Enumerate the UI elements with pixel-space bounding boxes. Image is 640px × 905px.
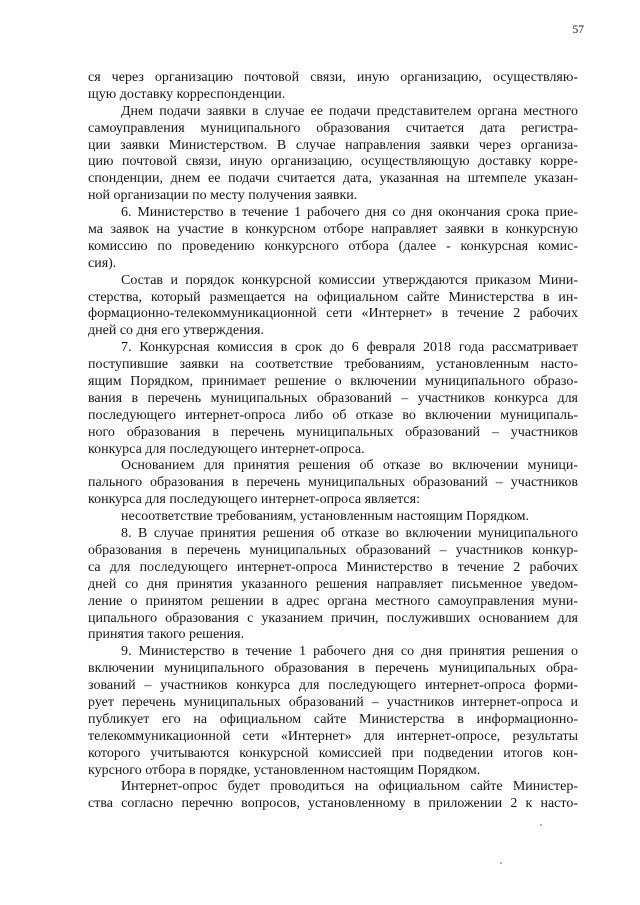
text-line: 9. Министерство в течение 1 рабочего дня со дня принятия решения о	[121, 644, 578, 660]
text-line: самоуправления муниципального образования считается дата регистра-	[88, 120, 578, 136]
text-line: телекоммуникационной сети «Интернет» для интернет-опросе, результаты	[88, 728, 578, 744]
text-line: са для последующего интернет-опроса Министерство в течение 2 рабочих	[88, 559, 578, 575]
paragraph	[88, 458, 578, 509]
text-line: цию почтовой связи, иную организацию, осуществляющую доставку корре-	[88, 154, 578, 170]
paragraph	[88, 70, 578, 104]
text-line: последующего интернет-опроса либо об отказе во включении муниципаль-	[88, 407, 578, 423]
scan-speck	[500, 862, 502, 864]
text-line: стерства, который размещается на официальном сайте Министерства в ин-	[88, 289, 578, 305]
text-line: поступившие заявки на соответствие требованиям, установленным насто-	[88, 357, 578, 373]
text-line: Интернет-опрос будет проводиться на официальном сайте Министер-	[121, 779, 578, 795]
text-line: конкурса для последующего интернет-опроса.	[88, 441, 365, 457]
text-line: публикует его на официальном сайте Министерства в информационно-	[88, 711, 578, 727]
text-line: щую доставку корреспонденции.	[88, 86, 286, 102]
text-line: Основанием для принятия решения об отказе во включении муници-	[121, 458, 578, 474]
text-line: дней со дня его утверждения.	[88, 323, 264, 339]
paragraph	[88, 104, 578, 205]
paragraph	[88, 205, 578, 273]
text-line: сия).	[88, 255, 117, 271]
text-line: комиссию по проведению конкурсного отбора (далее - конкурсная комис-	[88, 238, 578, 254]
text-line: ление о принятом решении в адрес органа местного самоуправления муни-	[88, 593, 578, 609]
text-line: включении муниципального образования в перечень муниципальных обра-	[88, 661, 578, 677]
text-line: формационно-телекоммуникационной сети «Интернет» в течение 2 рабочих	[88, 306, 578, 322]
paragraph	[88, 779, 578, 813]
text-line: ства согласно перечню вопросов, установленному в приложении 2 к насто-	[88, 796, 578, 812]
paragraph	[88, 273, 578, 341]
paragraph	[88, 509, 578, 526]
paragraph	[88, 526, 578, 644]
text-line: дней со дня принятия указанного решения направляет письменное уведом-	[88, 576, 578, 592]
text-line: рует перечень муниципальных образований – участников интернет-опроса и	[88, 694, 578, 710]
text-line: ного образования в перечень муниципальных образований – участников	[88, 424, 578, 440]
text-line: спонденции, днем ее подачи считается дата, указанная на штемпеле указан-	[88, 171, 578, 187]
text-line: ции заявки Министерством. В случае направления заявки через организа-	[88, 137, 578, 153]
text-line: ящим Порядком, принимает решение о включении муниципального образо-	[88, 374, 578, 390]
text-line: вания в перечень муниципальных образований – участников конкурса для	[88, 390, 578, 406]
text-line: ма заявок на участие в конкурсном отборе направляет заявки в конкурсную	[88, 222, 578, 238]
scan-speck	[540, 824, 542, 826]
document-body	[88, 70, 578, 813]
text-line: ся через организацию почтовой связи, иную организацию, осуществляю-	[88, 70, 578, 85]
text-line: конкурса для последующего интернет-опроса является:	[88, 492, 420, 508]
text-line: несоответствие требованиям, установленным настоящим Порядком.	[121, 509, 530, 525]
text-line: пального образования в перечень муниципальных образований – участников	[88, 475, 578, 491]
paragraph	[88, 340, 578, 458]
text-line: зований – участников конкурса для последующего интернет-опроса форми-	[88, 678, 578, 694]
text-line: принятия такого решения.	[88, 627, 245, 643]
page-number: 57	[572, 24, 584, 36]
text-line: Состав и порядок конкурсной комиссии утверждаются приказом Мини-	[121, 272, 578, 288]
text-line: 7. Конкурсная комиссия в срок до 6 февраля 2018 года рассматривает	[121, 340, 578, 356]
text-line: 8. В случае принятия решения об отказе во включении муниципального	[121, 526, 578, 542]
paragraph	[88, 644, 578, 779]
text-line: ципального образования с указанием причин, послуживших основанием для	[88, 610, 578, 626]
text-line: 6. Министерство в течение 1 рабочего дня со дня окончания срока прие-	[121, 205, 578, 221]
text-line: курсного отбора в порядке, установленном настоящим Порядком.	[88, 762, 481, 778]
text-line: которого учитываются конкурсной комиссией при подведении итогов кон-	[88, 745, 578, 761]
text-line: Днем подачи заявки в случае ее подачи представителем органа местного	[121, 103, 578, 119]
text-line: образования в перечень муниципальных образований – участников конкур-	[88, 542, 578, 558]
text-line: ной организации по месту получения заявки.	[88, 188, 358, 204]
